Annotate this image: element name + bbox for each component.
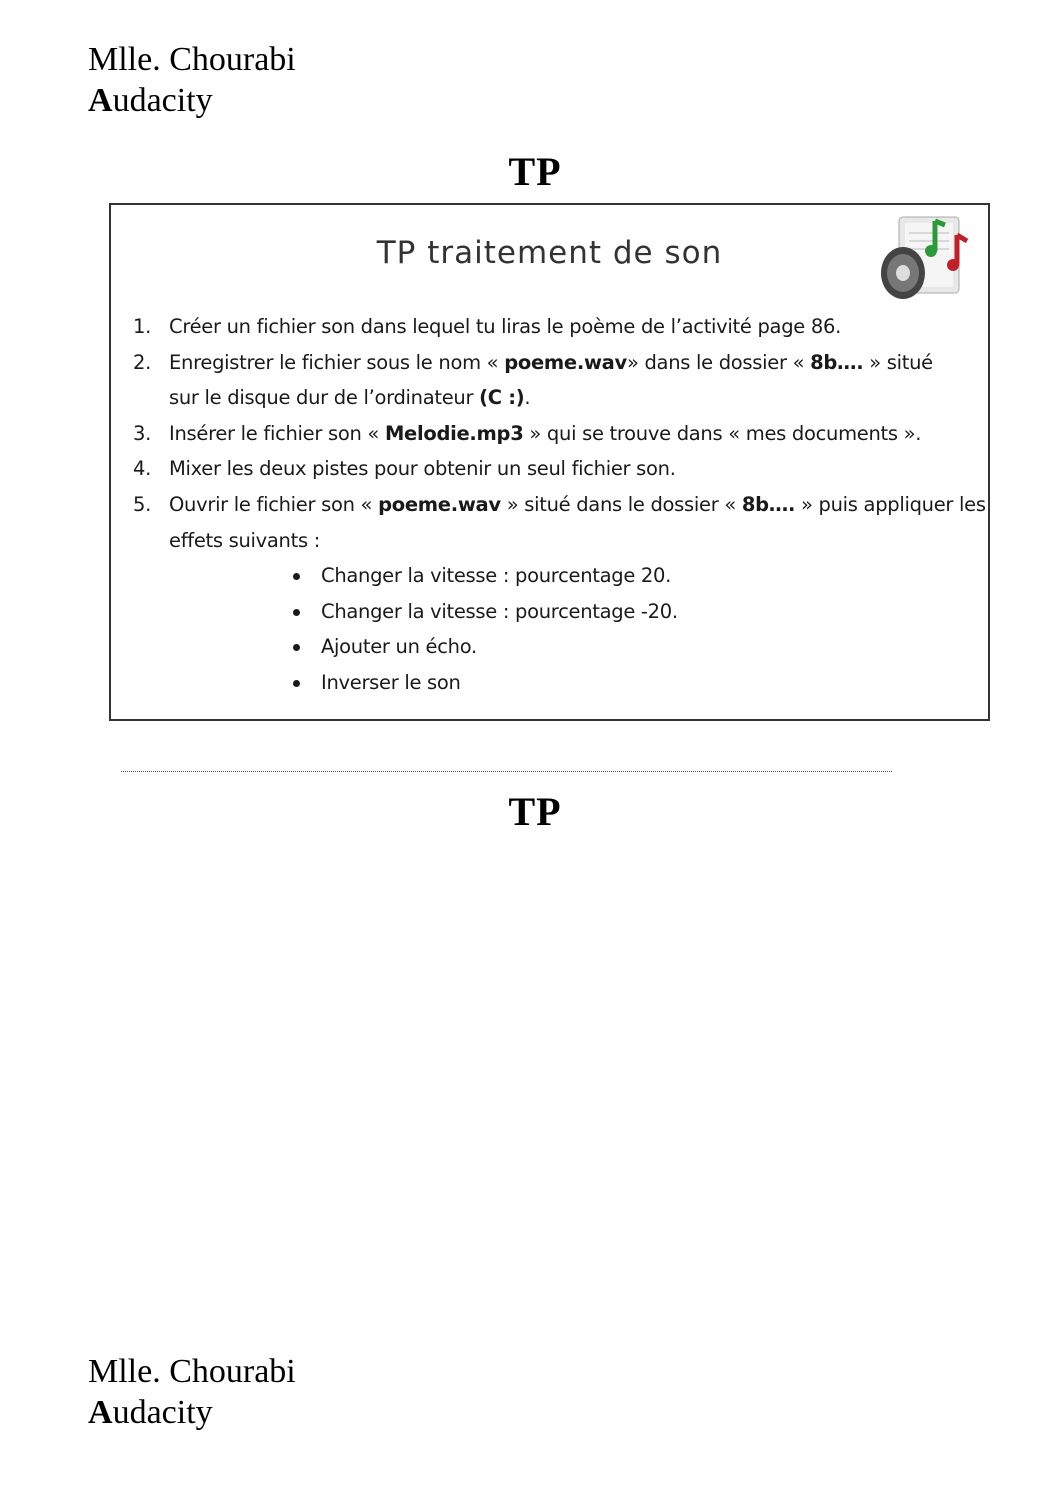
- header-top: [88, 39, 296, 121]
- author-name: Mlle. Chourabi: [88, 1353, 296, 1390]
- exercise-card: [109, 203, 990, 721]
- subject-label: Audacity: [88, 82, 213, 119]
- music-speaker-icon: [879, 211, 975, 303]
- tp-title-2: TP: [508, 789, 562, 834]
- effect-item: Changer la vitesse : pourcentage -20.: [293, 594, 1013, 630]
- step-item: 1. Créer un fichier son dans lequel tu liras le poème de l’activité page 86.: [133, 315, 841, 338]
- subject-label: Audacity: [88, 1394, 213, 1431]
- effect-item: Changer la vitesse : pourcentage 20.: [293, 558, 1013, 594]
- step-item: 3. Insérer le fichier son « Melodie.mp3 » qui se trouve dans « mes documents ».: [133, 421, 922, 445]
- author-name: Mlle. Chourabi: [88, 41, 296, 78]
- effects-list: [293, 558, 1013, 700]
- effect-item: Ajouter un écho.: [293, 629, 1013, 665]
- step-item: 2. Enregistrer le fichier sous le nom « poeme.wav» dans le dossier « 8b…. » situé sur le disque dur de l’ordinateur (C :).: [133, 350, 933, 410]
- steps-list: [133, 309, 1013, 701]
- tp-title-1: TP: [508, 149, 562, 194]
- step-item: 4. Mixer les deux pistes pour obtenir un seul fichier son.: [133, 457, 676, 481]
- step-item: 5. Ouvrir le fichier son « poeme.wav » situé dans le dossier « 8b…. » puis appliquer les effets suivants :: [133, 492, 986, 552]
- dotted-separator: [121, 771, 892, 774]
- card-title: TP traitement de son: [376, 235, 723, 271]
- effect-item: Inverser le son: [293, 665, 1013, 701]
- header-bottom: [88, 1351, 296, 1433]
